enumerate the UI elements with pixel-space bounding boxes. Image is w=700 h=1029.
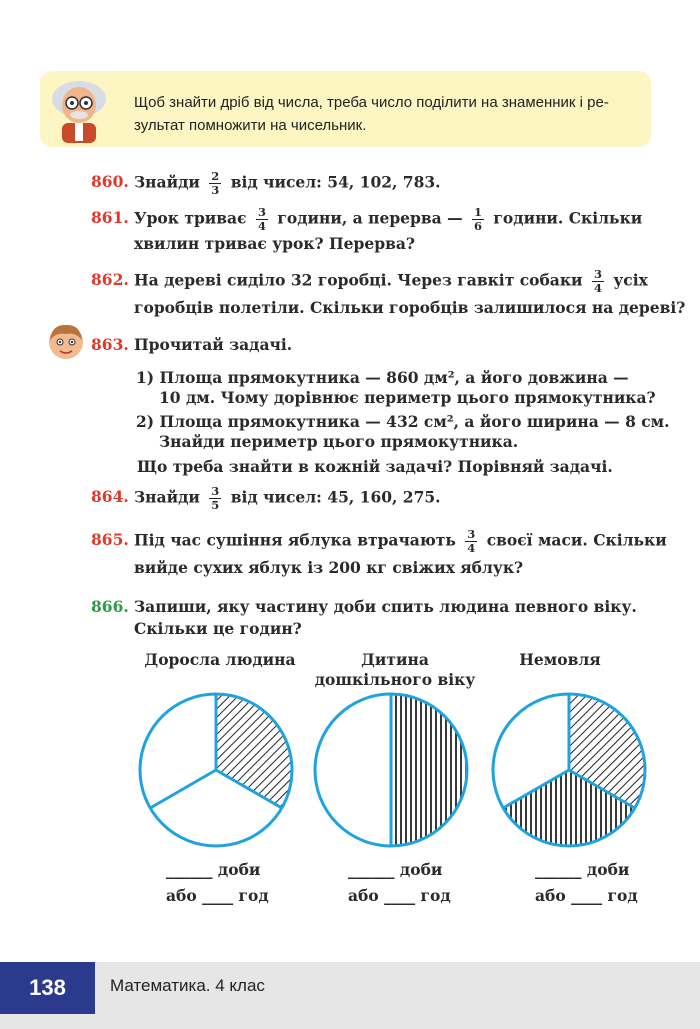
- task-text: Знайди: [134, 487, 200, 507]
- task-number: 860.: [91, 172, 129, 191]
- task-text: Знайди: [134, 172, 200, 192]
- diagram-label-adult: Доросла людина: [144, 650, 296, 669]
- answer-blank-days-child: ______ доби: [348, 860, 443, 879]
- task-number: 864.: [91, 487, 129, 506]
- task-text: Скільки це годин?: [134, 619, 302, 638]
- task-text: усіх: [613, 270, 648, 290]
- task-text: хвилин триває урок? Перерва?: [134, 234, 415, 253]
- rule-line-2: зультат помножити на чисельник.: [134, 117, 367, 134]
- fraction: $\frac{3}{4}$: [467, 527, 476, 555]
- task-864: [91, 485, 661, 515]
- task-number: 863.: [91, 335, 129, 354]
- task-text: На дереві сиділо 32 горобці. Через гавкіт собаки: [134, 270, 583, 290]
- footer-bar: [0, 962, 700, 1029]
- page-number: 138: [0, 962, 95, 1014]
- pie-adult: [140, 694, 292, 846]
- answer-blank-hours-infant: або ____ год: [535, 886, 638, 905]
- task-text: години. Скільки: [493, 208, 643, 228]
- task-text: години, а перерва —: [277, 208, 463, 228]
- pie-child-sleep-sector: [391, 694, 467, 846]
- problem-2-line-2: Знайди периметр цього прямокутника.: [159, 432, 519, 451]
- rule-text: [134, 91, 634, 137]
- problem-2-line-1: 2) Площа прямокутника — 432 см², а його ширина — 8 см.: [136, 412, 670, 431]
- rule-line-1: Щоб знайти дріб від числа, треба число поділити на знаменник і ре-: [134, 94, 609, 111]
- task-860: [91, 170, 661, 200]
- book-title: Математика. 4 клас: [110, 976, 265, 995]
- task-866: [91, 597, 661, 643]
- diagram-label-child: Дитина дошкільного віку: [314, 650, 476, 689]
- task-text: горобців полетіли. Скільки горобців залишилося на дереві?: [134, 298, 686, 317]
- pie-infant: [493, 694, 645, 846]
- task-text: від чисел: 45, 160, 275.: [230, 487, 441, 507]
- pie-child: [315, 694, 467, 846]
- rule-box: [40, 71, 651, 147]
- pie-adult-sleep-sector: [216, 694, 292, 808]
- answer-blank-hours-child: або ____ год: [348, 886, 451, 905]
- fraction: $\frac{1}{6}$: [473, 205, 482, 233]
- task-title: Прочитай задачі.: [134, 335, 293, 354]
- task-text: Урок триває: [134, 208, 247, 228]
- task-number: 862.: [91, 270, 129, 289]
- task-question: Що треба знайти в кожній задачі? Порівняй задачі.: [137, 457, 613, 476]
- task-number: 866.: [91, 597, 129, 616]
- task-text: своєї маси. Скільки: [486, 530, 667, 550]
- problem-1-line-1: 1) Площа прямокутника — 860 дм², а його довжина —: [136, 368, 629, 387]
- task-text: від чисел: 54, 102, 783.: [230, 172, 441, 192]
- answer-blank-days-infant: ______ доби: [535, 860, 630, 879]
- task-862: [91, 267, 686, 318]
- answer-blank-days-adult: ______ доби: [166, 860, 261, 879]
- task-number: 865.: [91, 530, 129, 549]
- pie-infant-sector-2: [503, 770, 635, 846]
- fraction: $\frac{3}{5}$: [211, 484, 220, 512]
- boy-icon: [46, 322, 86, 362]
- professor-icon: [46, 77, 112, 145]
- task-865: [91, 527, 667, 578]
- task-text: Під час сушіння яблука втрачають: [134, 530, 456, 550]
- problem-1-line-2: 10 дм. Чому дорівнює периметр цього прямокутника?: [159, 388, 656, 407]
- fraction: $\frac{3}{4}$: [593, 267, 602, 295]
- answer-blank-hours-adult: або ____ год: [166, 886, 269, 905]
- fraction: $\frac{2}{3}$: [211, 169, 220, 197]
- fraction: $\frac{3}{4}$: [257, 205, 266, 233]
- diagram-label-infant: Немовля: [519, 650, 601, 669]
- task-text: Запиши, яку частину доби спить людина певного віку.: [134, 597, 637, 616]
- pie-infant-sector-1: [569, 694, 645, 808]
- task-861: [91, 206, 661, 256]
- task-number: 861.: [91, 208, 129, 227]
- task-863: [91, 335, 670, 476]
- task-text: вийде сухих яблук із 200 кг свіжих яблук?: [134, 558, 524, 577]
